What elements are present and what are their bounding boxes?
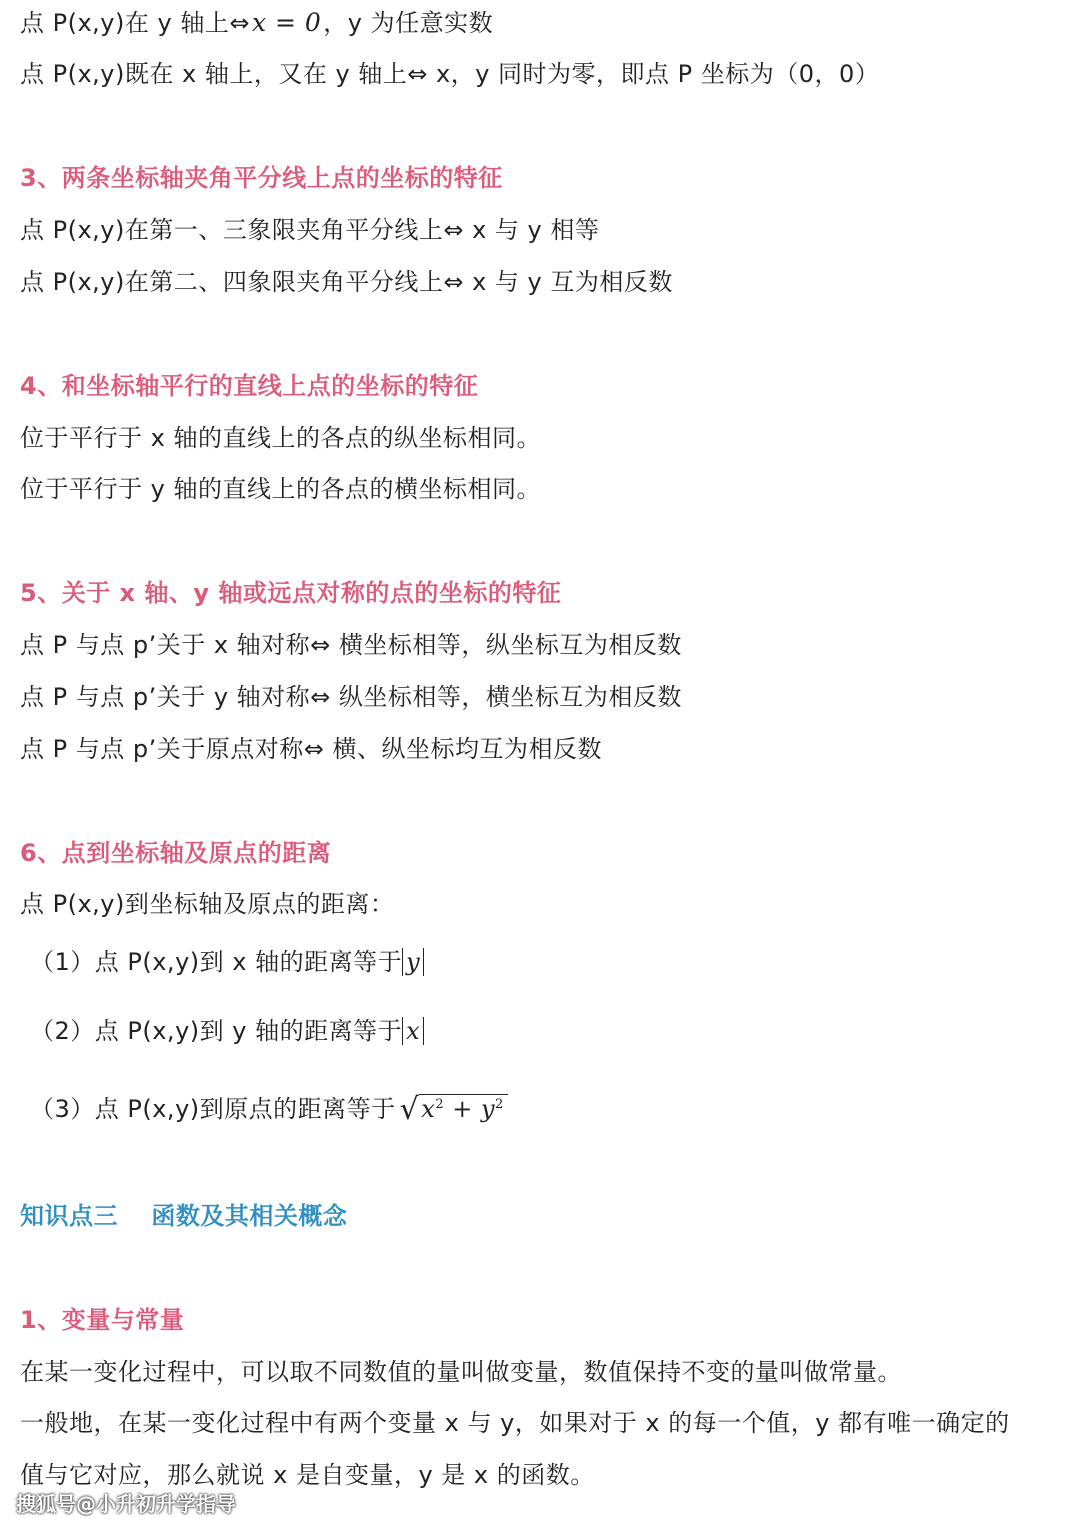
distance-item-2 — [30, 1015, 424, 1047]
radical-sign: √ — [399, 1092, 420, 1127]
heading-5: 5、关于 x 轴、y 轴或远点对称的点的坐标的特征 — [20, 579, 562, 607]
text-span: ，y 为任意实数 — [323, 9, 494, 37]
var-y: y — [480, 1095, 496, 1123]
axis-y-condition — [20, 7, 493, 39]
math-x-equals-0: x = 0 — [251, 8, 322, 37]
exponent: 2 — [435, 1097, 445, 1112]
bisector-line-1: 点 P(x,y)在第一、三象限夹角平分线上⇔ x 与 y 相等 — [20, 216, 600, 244]
distance-item-3 — [30, 1089, 508, 1126]
paragraph-1: 在某一变化过程中，可以取不同数值的量叫做变量，数值保持不变的量叫做常量。 — [20, 1358, 902, 1386]
paragraph-3: 值与它对应，那么就说 x 是自变量，y 是 x 的函数。 — [20, 1461, 595, 1489]
exponent: 2 — [495, 1097, 504, 1112]
watermark: 搜狐号@小升初升学指导 — [16, 1492, 236, 1516]
abs-y: y — [402, 948, 424, 976]
distance-intro: 点 P(x,y)到坐标轴及原点的距离： — [20, 890, 395, 918]
text-span: （2）点 P(x,y)到 y 轴的距离等于 — [30, 1017, 403, 1045]
radicand — [419, 1094, 508, 1123]
heading-3: 3、两条坐标轴夹角平分线上点的坐标的特征 — [20, 164, 503, 192]
plus-sign: + — [444, 1095, 481, 1123]
symmetry-line-2: 点 P 与点 p’关于 y 轴对称⇔ 纵坐标相等，横坐标互为相反数 — [20, 683, 682, 711]
heading-1: 1、变量与常量 — [20, 1306, 185, 1334]
parallel-line-2: 位于平行于 y 轴的直线上的各点的横坐标相同。 — [20, 475, 541, 503]
distance-item-1 — [30, 946, 424, 978]
symmetry-line-3: 点 P 与点 p’关于原点对称⇔ 横、纵坐标均互为相反数 — [20, 735, 602, 763]
paragraph-2: 一般地，在某一变化过程中有两个变量 x 与 y，如果对于 x 的每一个值，y 都有唯一确定的 — [20, 1409, 1010, 1437]
origin-condition: 点 P(x,y)既在 x 轴上，又在 y 轴上⇔ x，y 同时为零，即点 P 坐标为（0，0） — [20, 60, 880, 88]
iff-symbol: ⇔ — [229, 9, 250, 37]
symmetry-line-1: 点 P 与点 p’关于 x 轴对称⇔ 横坐标相等，纵坐标互为相反数 — [20, 631, 682, 659]
text-span: 点 P(x,y)在 y 轴上 — [20, 9, 230, 37]
sqrt-expression — [400, 1089, 508, 1126]
abs-x: x — [402, 1017, 424, 1045]
bisector-line-2: 点 P(x,y)在第二、四象限夹角平分线上⇔ x 与 y 互为相反数 — [20, 268, 673, 296]
heading-6: 6、点到坐标轴及原点的距离 — [20, 839, 332, 867]
var-x: x — [421, 1095, 436, 1123]
text-span: （1）点 P(x,y)到 x 轴的距离等于 — [30, 948, 403, 976]
heading-4: 4、和坐标轴平行的直线上点的坐标的特征 — [20, 372, 479, 400]
text-span: （3）点 P(x,y)到原点的距离等于 — [30, 1095, 396, 1123]
section-title-3: 知识点三 函数及其相关概念 — [20, 1202, 348, 1230]
parallel-line-1: 位于平行于 x 轴的直线上的各点的纵坐标相同。 — [20, 424, 541, 452]
